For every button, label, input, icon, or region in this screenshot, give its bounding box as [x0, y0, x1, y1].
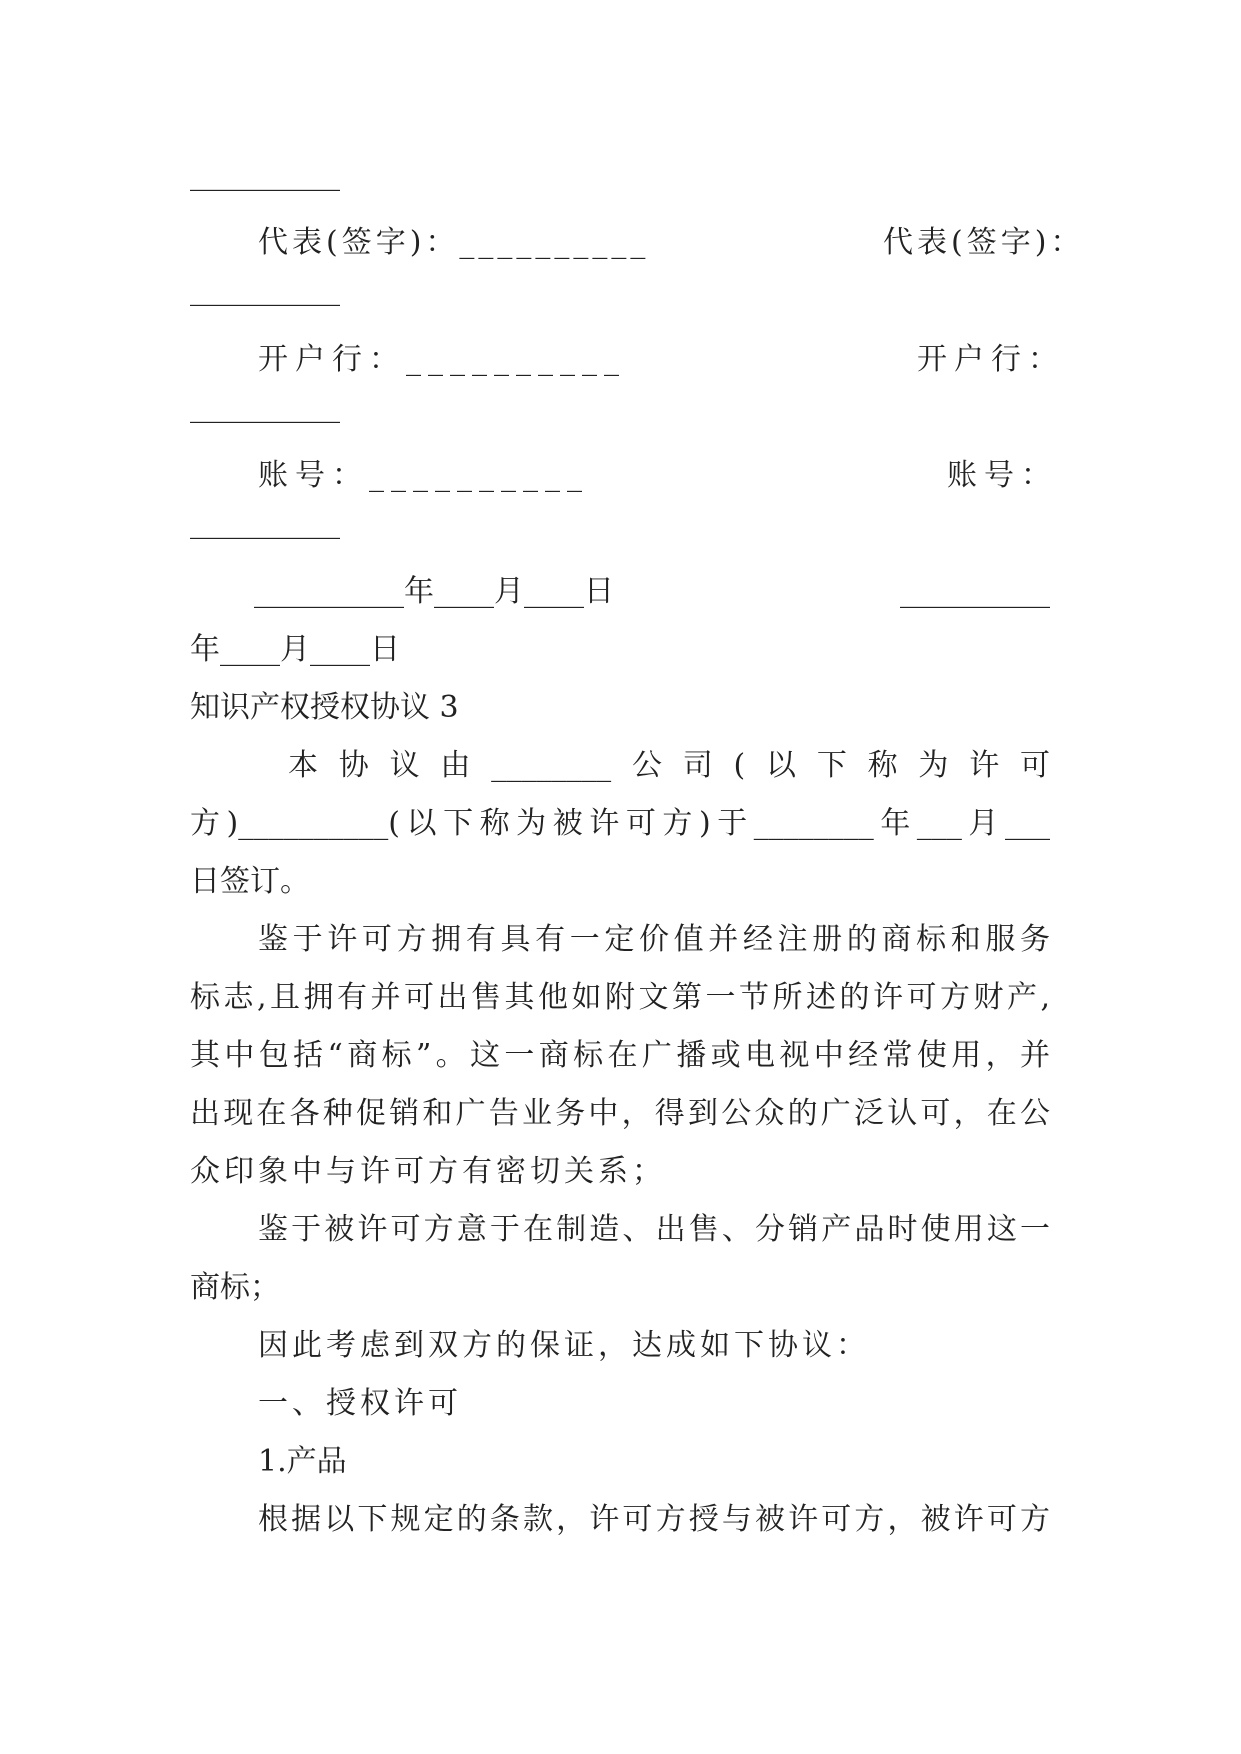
whereas2-line-2: 商标； — [190, 1270, 280, 1305]
whereas1-line-4: 出现在各种促销和广告业务中，得到公众的广泛认可，在公 — [190, 1096, 1050, 1131]
whereas1-line-2: 标志,且拥有并可出售其他如附文第一节所述的许可方财产, — [190, 980, 1050, 1015]
representative-signature-left: 代表(签字)：__________ — [258, 225, 650, 260]
date-continued: 年____月____日 — [190, 632, 400, 667]
whereas2-line-1: 鉴于被许可方意于在制造、出售、分销产品时使用这一 — [258, 1212, 1050, 1247]
whereas1-line-1: 鉴于许可方拥有具有一定价值并经注册的商标和服务 — [258, 922, 1050, 957]
account-left: 账号：__________ — [258, 458, 589, 493]
date-left: __________年____月____日 — [254, 574, 614, 609]
date-right: __________ — [900, 574, 1050, 609]
whereas1-line-5: 众印象中与许可方有密切关系； — [190, 1154, 666, 1189]
agreement-statement: 因此考虑到双方的保证，达成如下协议： — [258, 1328, 870, 1363]
document-title: 知识产权授权协议 3 — [190, 690, 459, 725]
section-heading: 一、授权许可 — [258, 1386, 462, 1421]
whereas1-line-3: 其中包括“商标”。这一商标在广播或电视中经常使用，并 — [190, 1038, 1050, 1073]
intro-line-3: 日签订。 — [190, 864, 310, 899]
blank-line: __________ — [190, 157, 340, 192]
bank-left: 开户行：__________ — [258, 342, 626, 377]
intro-line-2: 方)__________(以下称为被许可方)于________年___月___ — [190, 806, 1050, 841]
grant-clause: 根据以下规定的条款，许可方授与被许可方，被许可方 — [258, 1502, 1050, 1537]
representative-blank: __________ — [190, 272, 340, 307]
representative-signature-right: 代表(签字)： — [883, 225, 1085, 260]
account-right: 账号： — [947, 458, 1058, 493]
subsection-heading: 1.产品 — [258, 1444, 347, 1479]
account-blank: __________ — [190, 505, 340, 540]
bank-blank: __________ — [190, 389, 340, 424]
intro-line-1: 本协议由________公司(以下称为许可 — [288, 748, 1050, 783]
bank-right: 开户行： — [917, 342, 1065, 377]
